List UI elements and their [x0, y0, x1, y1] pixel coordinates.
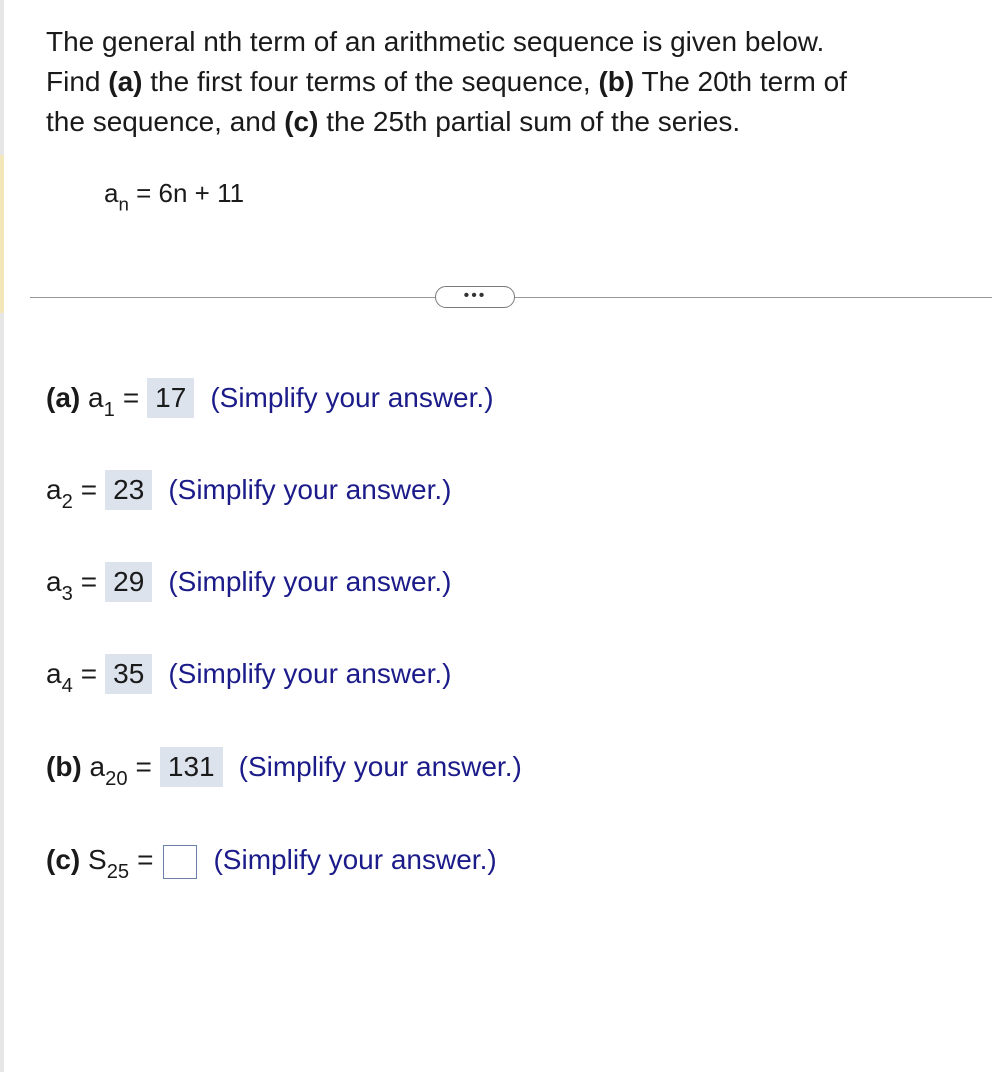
question-line-3: the sequence, and (c) the 25th partial sum of the series.: [46, 106, 741, 137]
answer-row-a4: $a_4 = 35$ (Simplify your answer.): [46, 654, 452, 694]
hint-text: (Simplify your answer.): [213, 844, 497, 875]
hint-text: (Simplify your answer.): [168, 566, 452, 597]
show-more-button[interactable]: •••: [435, 286, 515, 308]
answer-row-a3: $a_3 = 29$ (Simplify your answer.): [46, 562, 452, 602]
nth-term-formula: $a_n = 6n + 11$: [104, 178, 245, 215]
answer-input-s25[interactable]: [163, 845, 197, 879]
answer-label-a20: (b) $a_{20}$: [46, 751, 128, 791]
left-gutter-accent: [0, 155, 4, 313]
answer-row-s25: (c) $S_{25}$ = (Simplify your answer.): [46, 844, 497, 884]
question-line-1: The general nth term of an arithmetic sequence is given below.: [46, 26, 825, 57]
answer-row-a20: (b) $a_{20} = 131$ (Simplify your answer.): [46, 747, 522, 787]
hint-text: (Simplify your answer.): [168, 474, 452, 505]
answer-value-a1[interactable]: 17: [147, 378, 194, 418]
answer-label-s25: (c) $S_{25}$: [46, 844, 130, 884]
answer-label-a1: (a) $a_1$: [46, 382, 115, 422]
answer-value-a4[interactable]: 35: [105, 654, 152, 694]
answer-row-a2: $a_2 = 23$ (Simplify your answer.): [46, 470, 452, 510]
hint-text: (Simplify your answer.): [210, 382, 494, 413]
hint-text: (Simplify your answer.): [168, 658, 452, 689]
answer-value-a2[interactable]: 23: [105, 470, 152, 510]
answer-label-a3: $a_3$: [46, 566, 73, 606]
answer-value-a20[interactable]: 131: [160, 747, 223, 787]
answer-value-a3[interactable]: 29: [105, 562, 152, 602]
question-line-2: Find (a) the first four terms of the sequence, (b) The 20th term of: [46, 66, 847, 97]
answer-label-a2: $a_2$: [46, 474, 73, 514]
question-text: [46, 22, 986, 142]
hint-text: (Simplify your answer.): [238, 751, 522, 782]
answer-label-a4: $a_4$: [46, 658, 73, 698]
answer-row-a1: (a) $a_1 = 17$ (Simplify your answer.): [46, 378, 494, 418]
